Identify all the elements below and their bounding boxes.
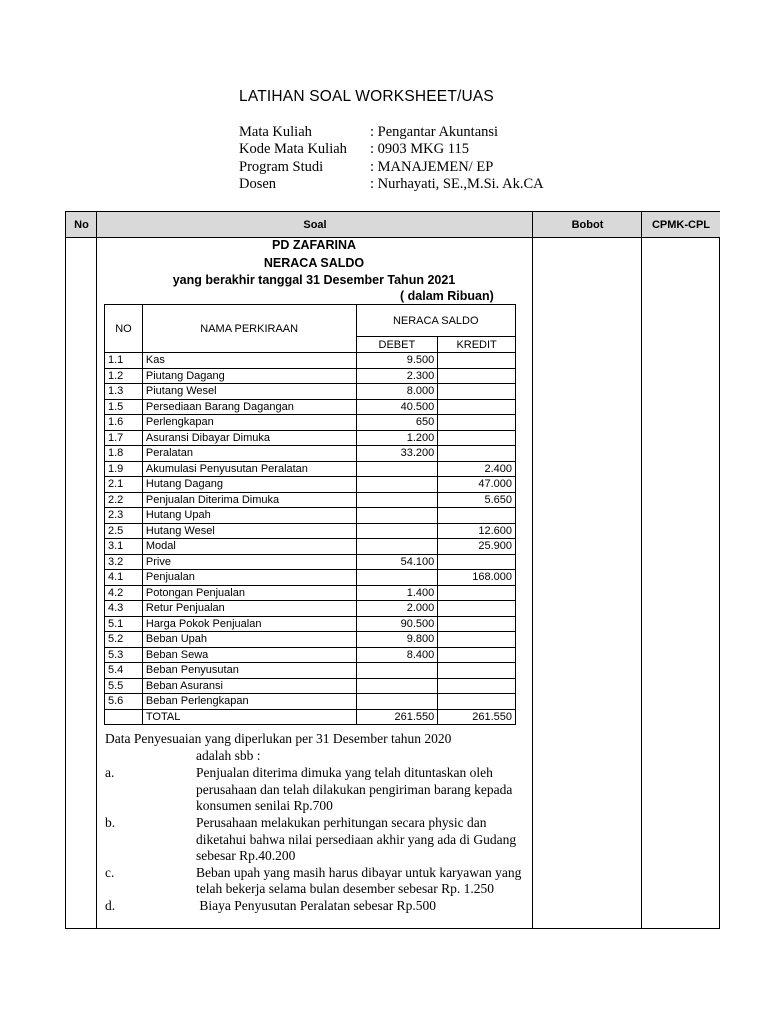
item-text: Perusahaan melakukan perhitungan secara physic dan diketahui bahwa nilai persediaan akhir yang ada di Gudang sebesar Rp.40.200 bbox=[196, 814, 517, 864]
account-debit: 2.000 bbox=[356, 601, 438, 617]
total-label: TOTAL bbox=[142, 709, 356, 725]
adjustment-item bbox=[105, 898, 530, 915]
account-debit bbox=[356, 461, 438, 477]
account-debit bbox=[356, 508, 438, 524]
account-name: Piutang Wesel bbox=[142, 384, 356, 400]
info-row-program bbox=[239, 159, 544, 176]
account-no: 3.2 bbox=[105, 554, 143, 570]
account-no: 1.7 bbox=[105, 430, 143, 446]
account-row bbox=[105, 694, 516, 710]
account-debit bbox=[356, 523, 438, 539]
statement-period: yang berakhir tanggal 31 Desember Tahun 2021 bbox=[172, 273, 456, 287]
item-letter: d. bbox=[105, 897, 116, 913]
account-no: 1.2 bbox=[105, 368, 143, 384]
account-row bbox=[105, 415, 516, 431]
account-debit bbox=[356, 477, 438, 493]
account-row bbox=[105, 616, 516, 632]
account-name: Beban Upah bbox=[142, 632, 356, 648]
statement-name: NERACA SALDO bbox=[263, 256, 365, 270]
item-letter: c. bbox=[105, 864, 115, 880]
account-row bbox=[105, 430, 516, 446]
col-header-credit: KREDIT bbox=[438, 337, 516, 353]
info-value: : MANAJEMEN/ EP bbox=[370, 158, 494, 175]
account-row bbox=[105, 585, 516, 601]
account-row bbox=[105, 554, 516, 570]
account-name: Hutang Dagang bbox=[142, 477, 356, 493]
account-no: 1.8 bbox=[105, 446, 143, 462]
account-credit bbox=[438, 632, 516, 648]
account-name: Harga Pokok Penjualan bbox=[142, 616, 356, 632]
account-debit: 8.000 bbox=[356, 384, 438, 400]
account-no: 5.1 bbox=[105, 616, 143, 632]
account-debit: 40.500 bbox=[356, 399, 438, 415]
account-row bbox=[105, 508, 516, 524]
adjustment-intro-cont: adalah sbb : bbox=[196, 747, 261, 763]
account-no: 4.3 bbox=[105, 601, 143, 617]
account-debit: 650 bbox=[356, 415, 438, 431]
account-credit bbox=[438, 616, 516, 632]
account-credit bbox=[438, 678, 516, 694]
column-divider bbox=[641, 212, 642, 928]
info-value: : 0903 MKG 115 bbox=[370, 141, 469, 158]
info-row-code bbox=[239, 141, 544, 158]
account-name: Hutang Wesel bbox=[142, 523, 356, 539]
account-row bbox=[105, 477, 516, 493]
account-no: 1.1 bbox=[105, 353, 143, 369]
trial-balance-table bbox=[104, 304, 516, 725]
account-credit: 12.600 bbox=[438, 523, 516, 539]
account-name: Beban Penyusutan bbox=[142, 663, 356, 679]
account-no: 4.1 bbox=[105, 570, 143, 586]
account-name: Hutang Upah bbox=[142, 508, 356, 524]
course-info bbox=[239, 124, 544, 193]
info-label: Mata Kuliah bbox=[239, 124, 312, 140]
account-credit: 168.000 bbox=[438, 570, 516, 586]
adjustment-data bbox=[105, 731, 530, 915]
account-credit: 25.900 bbox=[438, 539, 516, 555]
account-row bbox=[105, 678, 516, 694]
account-credit bbox=[438, 554, 516, 570]
account-name: Penjualan Diterima Dimuka bbox=[142, 492, 356, 508]
account-no: 2.1 bbox=[105, 477, 143, 493]
item-text: Beban upah yang masih harus dibayar untuk karyawan yang telah bekerja selama bulan desember sebesar Rp. 1.250 bbox=[196, 864, 522, 897]
account-no: 3.1 bbox=[105, 539, 143, 555]
account-credit bbox=[438, 415, 516, 431]
account-credit bbox=[438, 585, 516, 601]
account-credit: 47.000 bbox=[438, 477, 516, 493]
account-row bbox=[105, 632, 516, 648]
account-credit bbox=[438, 663, 516, 679]
account-name: Beban Perlengkapan bbox=[142, 694, 356, 710]
account-no: 1.5 bbox=[105, 399, 143, 415]
account-debit: 1.200 bbox=[356, 430, 438, 446]
account-no: 2.5 bbox=[105, 523, 143, 539]
account-no: 1.6 bbox=[105, 415, 143, 431]
account-credit bbox=[438, 353, 516, 369]
account-name: Retur Penjualan bbox=[142, 601, 356, 617]
account-credit bbox=[438, 647, 516, 663]
adjustment-item bbox=[105, 865, 530, 898]
account-name: Kas bbox=[142, 353, 356, 369]
header-soal: Soal bbox=[97, 212, 533, 238]
adjustment-item bbox=[105, 765, 530, 815]
account-debit: 2.300 bbox=[356, 368, 438, 384]
account-no: 5.5 bbox=[105, 678, 143, 694]
account-debit bbox=[356, 678, 438, 694]
company-name: PD ZAFARINA bbox=[271, 238, 357, 252]
account-row bbox=[105, 492, 516, 508]
account-no: 1.3 bbox=[105, 384, 143, 400]
header-no: No bbox=[66, 212, 97, 238]
account-debit: 8.400 bbox=[356, 647, 438, 663]
info-row-course bbox=[239, 124, 544, 141]
info-value: : Nurhayati, SE.,M.Si. Ak.CA bbox=[370, 175, 544, 192]
item-text: Biaya Penyusutan Peralatan sebesar Rp.500 bbox=[196, 897, 436, 913]
account-row bbox=[105, 539, 516, 555]
account-credit: 5.650 bbox=[438, 492, 516, 508]
account-debit: 90.500 bbox=[356, 616, 438, 632]
header-bobot: Bobot bbox=[533, 212, 642, 238]
total-row bbox=[105, 709, 516, 725]
account-debit: 54.100 bbox=[356, 554, 438, 570]
item-letter: b. bbox=[105, 814, 116, 830]
account-name: Prive bbox=[142, 554, 356, 570]
account-debit: 1.400 bbox=[356, 585, 438, 601]
total-no bbox=[105, 709, 143, 725]
account-credit: 2.400 bbox=[438, 461, 516, 477]
account-name: Potongan Penjualan bbox=[142, 585, 356, 601]
account-credit bbox=[438, 399, 516, 415]
account-no: 5.3 bbox=[105, 647, 143, 663]
account-debit bbox=[356, 694, 438, 710]
item-text: Penjualan diterima dimuka yang telah dituntaskan oleh perusahaan dan telah dilakukan pengiriman barang kepada konsumen senilai Rp.700 bbox=[196, 765, 513, 814]
total-credit: 261.550 bbox=[438, 709, 516, 725]
account-row bbox=[105, 461, 516, 477]
account-name: Beban Asuransi bbox=[142, 678, 356, 694]
info-value: : Pengantar Akuntansi bbox=[370, 124, 499, 140]
account-credit bbox=[438, 694, 516, 710]
account-no: 5.4 bbox=[105, 663, 143, 679]
account-credit bbox=[438, 446, 516, 462]
info-label: Program Studi bbox=[239, 158, 324, 175]
account-debit: 9.800 bbox=[356, 632, 438, 648]
account-row bbox=[105, 384, 516, 400]
page-title: LATIHAN SOAL WORKSHEET/UAS bbox=[239, 88, 494, 105]
column-divider bbox=[532, 212, 533, 928]
account-no: 1.9 bbox=[105, 461, 143, 477]
account-name: Beban Sewa bbox=[142, 647, 356, 663]
account-name: Persediaan Barang Dagangan bbox=[142, 399, 356, 415]
account-credit bbox=[438, 601, 516, 617]
item-letter: a. bbox=[105, 765, 115, 781]
account-debit bbox=[356, 539, 438, 555]
account-row bbox=[105, 368, 516, 384]
account-credit bbox=[438, 368, 516, 384]
total-debit: 261.550 bbox=[356, 709, 438, 725]
account-debit: 33.200 bbox=[356, 446, 438, 462]
info-row-lecturer bbox=[239, 176, 544, 193]
account-credit bbox=[438, 430, 516, 446]
account-credit bbox=[438, 384, 516, 400]
account-row bbox=[105, 353, 516, 369]
account-debit: 9.500 bbox=[356, 353, 438, 369]
column-divider bbox=[96, 212, 97, 928]
account-row bbox=[105, 601, 516, 617]
account-name: Peralatan bbox=[142, 446, 356, 462]
account-row bbox=[105, 399, 516, 415]
adjustment-intro: Data Penyesuaian yang diperlukan per 31 Desember tahun 2020 bbox=[105, 731, 452, 746]
col-header-account: NAMA PERKIRAAN bbox=[142, 305, 356, 353]
account-credit bbox=[438, 508, 516, 524]
account-name: Penjualan bbox=[142, 570, 356, 586]
account-row bbox=[105, 647, 516, 663]
statement-unit: ( dalam Ribuan) bbox=[400, 289, 494, 303]
account-row bbox=[105, 663, 516, 679]
info-label: Kode Mata Kuliah bbox=[239, 141, 347, 158]
col-header-trial-balance: NERACA SALDO bbox=[356, 305, 515, 337]
header-cpmk: CPMK-CPL bbox=[642, 212, 720, 238]
info-label: Dosen bbox=[239, 175, 277, 192]
account-name: Perlengkapan bbox=[142, 415, 356, 431]
account-debit bbox=[356, 570, 438, 586]
account-no: 2.2 bbox=[105, 492, 143, 508]
adjustment-item bbox=[105, 815, 530, 865]
account-name: Modal bbox=[142, 539, 356, 555]
account-no: 5.6 bbox=[105, 694, 143, 710]
col-header-no: NO bbox=[105, 305, 143, 353]
account-debit bbox=[356, 492, 438, 508]
account-row bbox=[105, 570, 516, 586]
account-row bbox=[105, 523, 516, 539]
account-no: 4.2 bbox=[105, 585, 143, 601]
account-no: 5.2 bbox=[105, 632, 143, 648]
account-name: Piutang Dagang bbox=[142, 368, 356, 384]
account-row bbox=[105, 446, 516, 462]
account-name: Akumulasi Penyusutan Peralatan bbox=[142, 461, 356, 477]
account-debit bbox=[356, 663, 438, 679]
account-no: 2.3 bbox=[105, 508, 143, 524]
col-header-debit: DEBET bbox=[356, 337, 438, 353]
account-name: Asuransi Dibayar Dimuka bbox=[142, 430, 356, 446]
